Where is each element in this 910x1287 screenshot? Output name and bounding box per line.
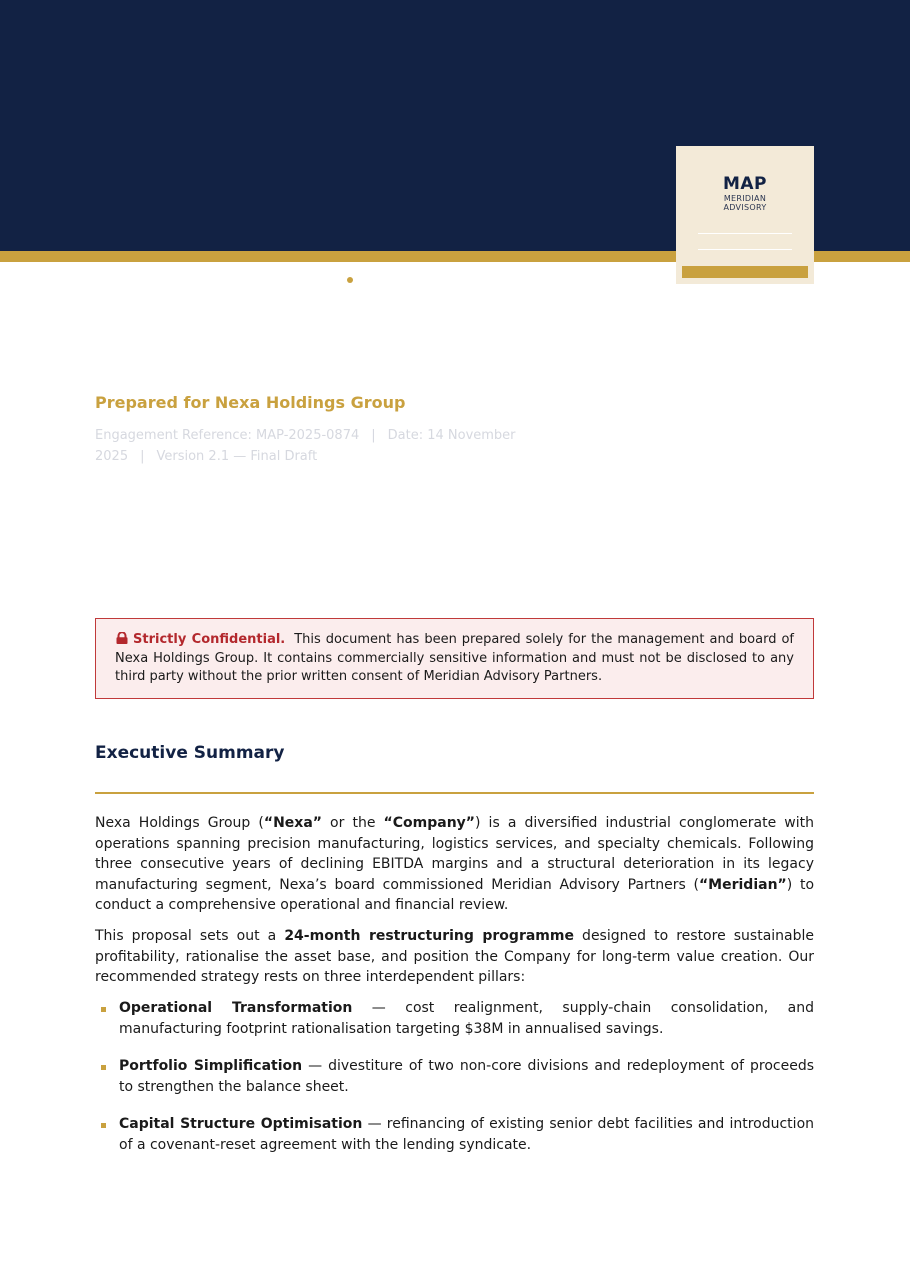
document-meta [95, 425, 620, 467]
list-item [95, 1114, 814, 1155]
emphasis: 24-month restructuring programme [284, 928, 574, 944]
defined-term: “Meridian” [698, 876, 787, 893]
logo-divider [698, 249, 792, 250]
logo-gold-bar [682, 266, 808, 278]
meta-separator: | [371, 428, 376, 443]
section-title: Executive Summary [95, 743, 285, 763]
engagement-reference: Engagement Reference: MAP-2025-0874 [95, 428, 360, 443]
pillar-text: — divestiture of two non-core divisions and redeployment of proceeds to strengthen the balance sheet. [119, 1058, 815, 1095]
company-logo [676, 146, 814, 284]
logo-mark: MAP [722, 174, 768, 194]
bullet-marker [101, 1065, 106, 1070]
logo-sub-line1: MERIDIAN [723, 194, 767, 203]
lock-icon [115, 632, 129, 644]
summary-paragraph-1 [95, 813, 814, 916]
bullet-marker [101, 1123, 106, 1128]
defined-term: “Nexa” [263, 815, 322, 831]
text-run: or the [321, 815, 384, 831]
bullet-marker [101, 1007, 106, 1012]
text-run: ) is a diversified industrial conglomerate with operations spanning precision manufacturing, logistics services, and specialty chemicals. Following three consecutive years of declining EBITDA margins and a structural deterioration in its legacy manufacturing segment, Nexa’s board commissioned Meridian Advisory Partners ( [95, 815, 814, 893]
defined-term: “Company” [383, 815, 475, 831]
pillar-title: Capital Structure Optimisation [119, 1116, 363, 1132]
logo-sub-line2: ADVISORY [723, 203, 767, 212]
document-date: Date: 14 November 2025 [95, 428, 516, 464]
document-version: Version 2.1 — Final Draft [156, 449, 318, 464]
text-run: ) to conduct a comprehensive operational and financial review. [95, 876, 815, 913]
strategy-pillars-list [95, 998, 814, 1172]
text-run: Nexa Holdings Group ( [95, 815, 264, 831]
prepared-for-heading: Prepared for Nexa Holdings Group [95, 393, 406, 412]
list-item [95, 1056, 814, 1097]
list-item [95, 998, 814, 1039]
section-divider [95, 792, 814, 794]
pillar-title: Portfolio Simplification [119, 1058, 303, 1074]
decorative-dot [347, 277, 353, 283]
pillar-text: — refinancing of existing senior debt facilities and introduction of a covenant-reset agreement with the lending syndicate. [119, 1116, 815, 1153]
confidential-text: This document has been prepared solely for the management and board of Nexa Holdings Group. It contains commercially sensitive information and must not be disclosed to any third party without the prior written consent of Meridian Advisory Partners. [115, 632, 794, 684]
text-run: designed to restore sustainable profitability, rationalise the asset base, and position the Company for long-term value creation. Our recommended strategy rests on three interdependent pillars: [95, 928, 815, 985]
meta-separator: | [140, 449, 145, 464]
confidentiality-notice [95, 618, 814, 699]
pillar-text: — cost realignment, supply-chain consolidation, and manufacturing footprint rationalisation targeting $38M in annualised savings. [119, 1000, 815, 1037]
text-run: This proposal sets out a [95, 928, 285, 944]
confidential-label: Strictly Confidential. [133, 632, 286, 647]
logo-subtitle [676, 194, 814, 212]
summary-paragraph-2 [95, 926, 814, 988]
logo-divider [698, 233, 792, 234]
pillar-title: Operational Transformation [119, 1000, 353, 1016]
